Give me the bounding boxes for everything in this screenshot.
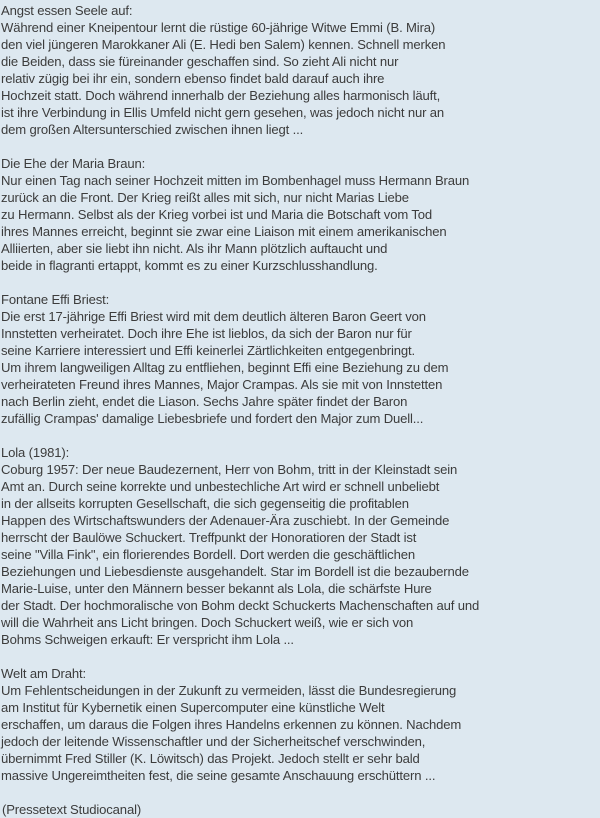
section-title: Die Ehe der Maria Braun:	[1, 156, 146, 171]
section-line: beide in flagranti ertappt, kommt es zu einer Kurzschlusshandlung.	[1, 258, 378, 273]
section-line: Die erst 17-jährige Effi Briest wird mit dem deutlich älteren Baron Geert von	[1, 309, 426, 324]
section-line: am Institut für Kybernetik einen Supercomputer eine künstliche Welt	[1, 700, 385, 715]
section-line: herrscht der Baulöwe Schuckert. Treffpunkt der Honoratioren der Stadt ist	[1, 530, 417, 545]
section-line: massive Ungereimtheiten fest, die seine gesamte Anschauung erschüttern ...	[1, 768, 436, 783]
section-line: Alliierten, aber sie liebt ihn nicht. Als ihr Mann plötzlich auftaucht und	[1, 241, 388, 256]
section-title: Lola (1981):	[1, 445, 70, 460]
section-line: dem großen Altersunterschied zwischen ihnen liegt ...	[1, 122, 304, 137]
section-fontane-effi-briest	[1, 291, 600, 427]
section-line: Bohms Schweigen erkauft: Er verspricht ihm Lola ...	[1, 632, 294, 647]
section-line: jedoch der leitende Wissenschaftler und der Sicherheitschef verschwinden,	[1, 734, 426, 749]
section-line: nach Berlin zieht, endet die Liason. Sechs Jahre später findet der Baron	[1, 394, 408, 409]
section-die-ehe-der-maria-braun	[1, 155, 600, 274]
section-line: Marie-Luise, unter den Männern besser bekannt als Lola, die schärfste Hure	[1, 581, 432, 596]
section-line: in der allseits korrupten Gesellschaft, die sich gegenseitig die profitablen	[1, 496, 409, 511]
section-lola-1981	[1, 444, 600, 648]
section-line: der Stadt. Der hochmoralische von Bohm deckt Schuckerts Machenschaften auf und	[1, 598, 480, 613]
section-line: verheirateten Freund ihres Mannes, Major Crampas. Als sie mit von Innstetten	[1, 377, 443, 392]
section-line: seine Karriere interessiert und Effi keinerlei Zärtlichkeiten entgegenbringt.	[1, 343, 415, 358]
section-line: Während einer Kneipentour lernt die rüstige 60-jährige Witwe Emmi (B. Mira)	[1, 20, 436, 35]
section-line: Happen des Wirtschaftswunders der Adenauer-Ära zuschiebt. In der Gemeinde	[1, 513, 450, 528]
section-line: Coburg 1957: Der neue Baudezernent, Herr von Bohm, tritt in der Kleinstadt sein	[1, 462, 458, 477]
section-welt-am-draht	[1, 665, 600, 784]
section-line: ist ihre Verbindung in Ellis Umfeld nicht gern gesehen, was jedoch nicht nur an	[1, 105, 445, 120]
section-line: übernimmt Fred Stiller (K. Löwitsch) das Projekt. Jedoch stellt er sehr bald	[1, 751, 420, 766]
section-line: erschaffen, um daraus die Folgen ihres Handelns erkennen zu können. Nachdem	[1, 717, 462, 732]
paragraph-gap	[1, 274, 600, 291]
section-line: zu Hermann. Selbst als der Krieg vorbei ist und Maria die Botschaft vom Tod	[1, 207, 432, 222]
press-text-credit: (Pressetext Studiocanal)	[2, 802, 142, 817]
section-line: Um ihrem langweiligen Alltag zu entfliehen, beginnt Effi eine Beziehung zu dem	[1, 360, 449, 375]
paragraph-gap	[1, 784, 600, 801]
paragraph-gap	[1, 427, 600, 444]
section-line: Um Fehlentscheidungen in der Zukunft zu vermeiden, lässt die Bundesregierung	[1, 683, 457, 698]
paragraph-gap	[1, 648, 600, 665]
film-descriptions	[0, 2, 600, 818]
section-line: will die Wahrheit ans Licht bringen. Doch Schuckert weiß, wie er sich von	[1, 615, 414, 630]
paragraph-gap	[1, 138, 600, 155]
section-line: Nur einen Tag nach seiner Hochzeit mitten im Bombenhagel muss Hermann Braun	[1, 173, 470, 188]
section-angst-essen-seele-auf	[1, 2, 600, 138]
section-line: ihres Mannes erreicht, beginnt sie zwar eine Liaison mit einem amerikanischen	[1, 224, 447, 239]
section-line: Amt an. Durch seine korrekte und unbestechliche Art wird er schnell unbeliebt	[1, 479, 440, 494]
section-line: Innstetten verheiratet. Doch ihre Ehe ist lieblos, da sich der Baron nur für	[1, 326, 412, 341]
section-title: Welt am Draht:	[1, 666, 86, 681]
section-line: Beziehungen und Liebesdienste ausgehandelt. Star im Bordell ist die bezaubernde	[1, 564, 469, 579]
section-line: zurück an die Front. Der Krieg reißt alles mit sich, nur nicht Marias Liebe	[1, 190, 409, 205]
section-line: Hochzeit statt. Doch während innerhalb der Beziehung alles harmonisch läuft,	[1, 88, 441, 103]
section-line: seine "Villa Fink", ein florierendes Bordell. Dort werden die geschäftlichen	[1, 547, 415, 562]
section-line: die Beiden, dass sie füreinander geschaffen sind. So zieht Ali nicht nur	[1, 54, 399, 69]
section-line: relativ zügig bei ihr ein, sondern ebenso findet bald darauf auch ihre	[1, 71, 385, 86]
section-line: zufällig Crampas' damalige Liebesbriefe und fordert den Major zum Duell...	[1, 411, 424, 426]
section-title: Fontane Effi Briest:	[1, 292, 110, 307]
section-line: den viel jüngeren Marokkaner Ali (E. Hedi ben Salem) kennen. Schnell merken	[1, 37, 446, 52]
section-title: Angst essen Seele auf:	[1, 3, 133, 18]
